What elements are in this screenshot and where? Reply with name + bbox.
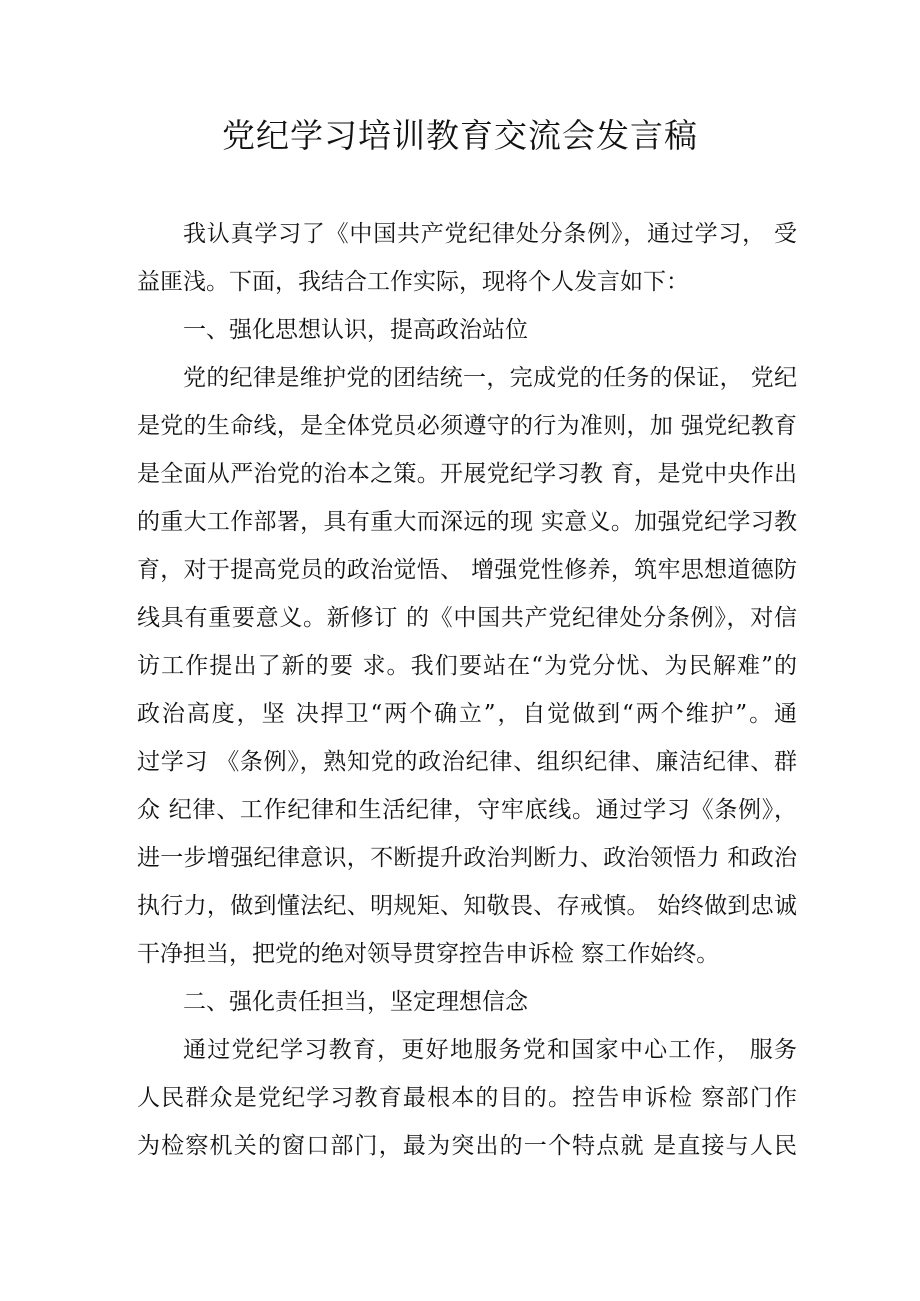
document-body (137, 210, 797, 1170)
section-heading: 一、强化思想认识，提高政治站位 (183, 317, 528, 343)
text-line: 我认真学习了《中国共产党纪律处分条例》，通过学习， 受 (183, 221, 797, 247)
text-line: 育，对于提高党员的政治觉悟、 增强党性修养，筑牢思想道德防 (137, 557, 797, 583)
text-line: 为检察机关的窗口部门，最为突出的一个特点就 是直接与人民 (137, 1133, 797, 1159)
text-line: 进一步增强纪律意识，不断提升政治判断力、政治领悟力 和政治 (137, 845, 797, 871)
text-line: 众 纪律、工作纪律和生活纪律，守牢底线。通过学习《条例》， (137, 797, 797, 823)
text-line: 过学习 《条例》，熟知党的政治纪律、组织纪律、廉洁纪律、群 (137, 749, 797, 775)
text-line: 线具有重要意义。新修订 的《中国共产党纪律处分条例》，对信 (137, 605, 797, 631)
text-line: 访工作提出了新的要 求。我们要站在“为党分忧、为民解难”的 (137, 653, 797, 679)
text-line: 益匪浅。下面，我结合工作实际，现将个人发言如下： (137, 269, 689, 295)
text-line: 是全面从严治党的治本之策。开展党纪学习教 育，是党中央作出 (137, 461, 797, 487)
text-line: 干净担当，把党的绝对领导贯穿控告申诉检 察工作始终。 (137, 941, 720, 967)
text-line: 人民群众是党纪学习教育最根本的目的。控告申诉检 察部门作 (137, 1085, 797, 1111)
text-line: 政治高度，坚 决捍卫“两个确立”，自觉做到“两个维护”。通 (137, 701, 797, 727)
text-line: 的重大工作部署，具有重大而深远的现 实意义。加强党纪学习教 (137, 509, 797, 535)
text-line: 是党的生命线，是全体党员必须遵守的行为准则，加 强党纪教育 (137, 413, 797, 439)
text-line: 通过党纪学习教育，更好地服务党和国家中心工作， 服务 (183, 1037, 797, 1063)
section-heading: 二、强化责任担当，坚定理想信念 (183, 989, 528, 1015)
document-title: 党纪学习培训教育交流会发言稿 (222, 116, 698, 155)
text-line: 党的纪律是维护党的团结统一，完成党的任务的保证， 党纪 (183, 365, 797, 391)
text-line: 执行力，做到懂法纪、明规矩、知敬畏、存戒慎。 始终做到忠诚 (137, 893, 797, 919)
